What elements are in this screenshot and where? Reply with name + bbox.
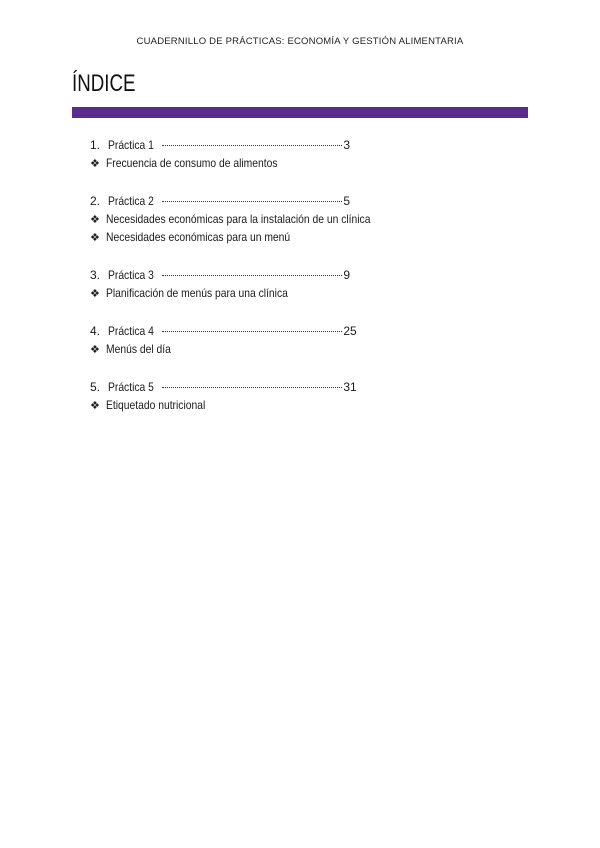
diamond-bullet-icon: ❖ — [90, 344, 100, 356]
toc-entry-page: 5 — [343, 194, 351, 208]
toc-entry[interactable] — [90, 136, 414, 154]
dot-leader — [162, 201, 342, 202]
toc-section — [90, 322, 414, 358]
toc-section — [90, 136, 414, 172]
toc-entry-number: 5. — [90, 380, 101, 394]
diamond-bullet-icon: ❖ — [90, 288, 100, 300]
diamond-bullet-icon: ❖ — [90, 232, 100, 244]
toc-subitem[interactable] — [90, 284, 414, 302]
dot-leader — [162, 275, 342, 276]
toc-subitem-label: Frecuencia de consumo de alimentos — [106, 156, 278, 170]
toc-entry-number: 4. — [90, 324, 101, 338]
dot-leader — [162, 387, 342, 388]
toc-entry[interactable] — [90, 266, 414, 284]
toc-subitem-label: Menús del día — [106, 342, 171, 356]
toc-subitem-label: Etiquetado nutricional — [106, 398, 206, 412]
diamond-bullet-icon: ❖ — [90, 400, 100, 412]
dot-leader — [162, 331, 342, 332]
toc-entry-label: Práctica 1 — [108, 138, 154, 152]
toc-subitem[interactable] — [90, 154, 414, 172]
toc-section — [90, 378, 414, 414]
toc-entry-page: 31 — [343, 380, 357, 394]
toc-subitem-label: Necesidades económicas para la instalación de un clínica — [106, 212, 371, 226]
toc-subitem[interactable] — [90, 210, 414, 228]
toc-section — [90, 192, 414, 246]
toc-entry-number: 1. — [90, 138, 101, 152]
dot-leader — [162, 145, 342, 146]
toc-entry-label: Práctica 2 — [108, 194, 154, 208]
toc-section — [90, 266, 414, 302]
running-header: CUADERNILLO DE PRÁCTICAS: ECONOMÍA Y GESTIÓN ALIMENTARIA — [136, 36, 464, 47]
toc-entry-page: 25 — [343, 324, 357, 338]
toc-entry-page: 9 — [343, 268, 351, 282]
diamond-bullet-icon: ❖ — [90, 214, 100, 226]
diamond-bullet-icon: ❖ — [90, 158, 100, 170]
toc-subitem-label: Necesidades económicas para un menú — [106, 230, 291, 244]
page-title: ÍNDICE — [72, 70, 136, 97]
toc-entry-label: Práctica 3 — [108, 268, 154, 282]
toc-subitem[interactable] — [90, 396, 414, 414]
toc-entry[interactable] — [90, 378, 414, 396]
toc-entry-label: Práctica 5 — [108, 380, 154, 394]
toc-subitem[interactable] — [90, 340, 414, 358]
table-of-contents — [90, 136, 414, 434]
toc-subitem[interactable] — [90, 228, 414, 246]
title-accent-bar — [72, 107, 528, 118]
toc-entry-number: 2. — [90, 194, 101, 208]
toc-subitem-label: Planificación de menús para una clínica — [106, 286, 288, 300]
toc-entry-page: 3 — [343, 138, 351, 152]
toc-entry[interactable] — [90, 192, 414, 210]
toc-entry[interactable] — [90, 322, 414, 340]
toc-entry-number: 3. — [90, 268, 101, 282]
toc-entry-label: Práctica 4 — [108, 324, 154, 338]
